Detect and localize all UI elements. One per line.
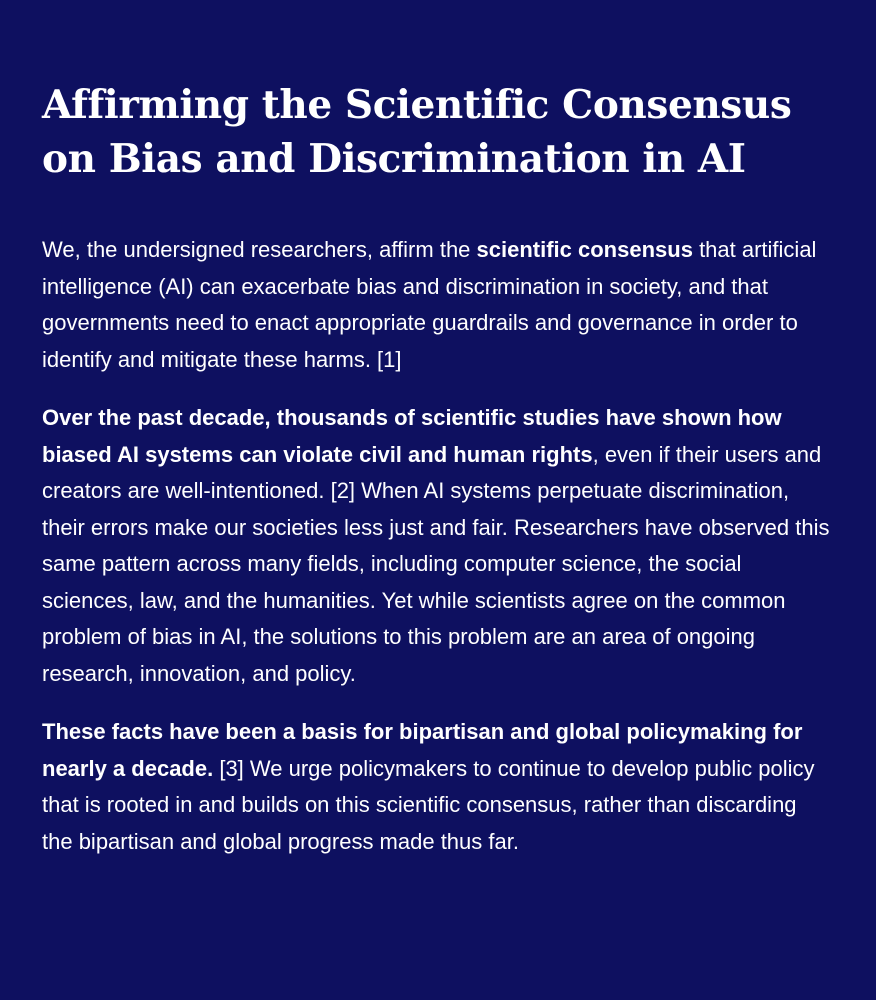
paragraph-consensus: [42, 232, 832, 378]
paragraph-emphasis: These facts have been a basis for bipartisan and global policymaking for nearly a decade.: [42, 719, 803, 781]
paragraph-text: [3] We urge policymakers to continue to develop public policy that is rooted in and builds on this scientific consensus, rather than discarding the bipartisan and global progress made thus far.: [42, 755, 815, 854]
paragraph-text: We, the undersigned researchers, affirm the: [42, 237, 477, 262]
paragraph-policy: [42, 714, 832, 860]
paragraph-text: that artificial intelligence (AI) can exacerbate bias and discrimination in society, and that governments need to enact appropriate guardrails and governance in order to identify and mitigate these harms. [1]: [42, 237, 817, 372]
paragraph-emphasis: scientific consensus: [476, 237, 693, 262]
paragraph-evidence: [42, 400, 832, 692]
paragraph-emphasis: Over the past decade, thousands of scientific studies have shown how biased AI systems can violate civil and human rights: [42, 405, 782, 467]
paragraph-text: , even if their users and creators are well-intentioned. [2] When AI systems perpetuate discrimination, their errors make our societies less just and fair. Researchers have observed this same pattern across many fields, including computer science, the social sciences, law, and the humanities. Yet while scientists agree on the common problem of bias in AI, the solutions to this problem are an area of ongoing research, innovation, and policy.: [42, 441, 830, 686]
page-title: Affirming the Scientific Consensus on Bias and Discrimination in AI: [42, 82, 792, 182]
statement-page: [42, 78, 842, 882]
